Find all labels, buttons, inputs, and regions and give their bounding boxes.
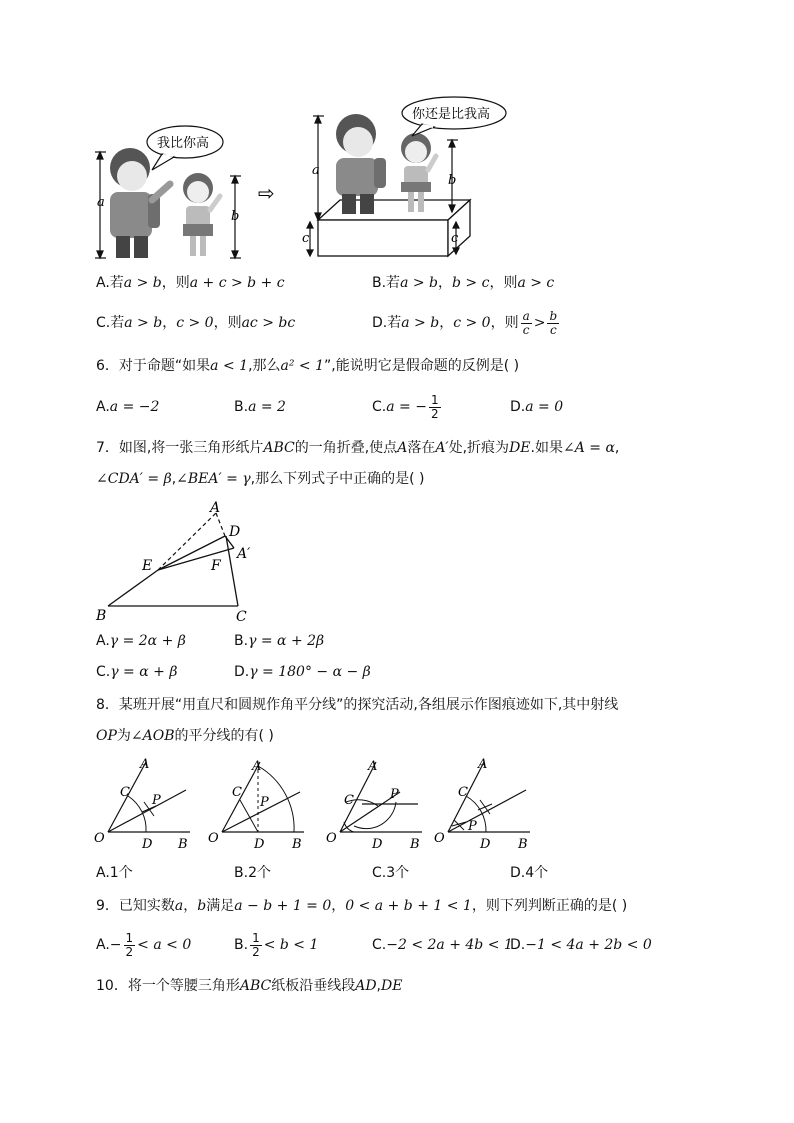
q8f4-o: O: [434, 831, 445, 846]
q5-option-c[interactable]: [96, 314, 295, 332]
q7-option-d[interactable]: [234, 663, 371, 681]
q5-b-sep: ，: [438, 275, 453, 291]
q7-stem-line1: [96, 439, 619, 457]
q10-s3: ,: [376, 978, 381, 994]
q8f4-b: B: [518, 837, 528, 852]
q9-m2: b: [197, 898, 207, 914]
q9-d-expr: −1 < 4a + 2b < 0: [525, 937, 652, 953]
q8-figure-3: [324, 756, 436, 852]
q7-l1-m5: ∠A = α: [562, 440, 615, 456]
q9-option-d[interactable]: [510, 936, 652, 954]
q10-m1: ABC: [239, 978, 272, 994]
q7-b-expr: γ = α + 2β: [248, 633, 325, 649]
q7-l1-b: 的一角折叠,使点: [294, 440, 398, 456]
q6-option-b[interactable]: [234, 398, 286, 416]
q9-b-frac: [250, 932, 262, 959]
q8-option-c[interactable]: [372, 864, 409, 882]
q7-label-b: B: [96, 608, 107, 624]
q5-c-cond2: c > 0: [176, 315, 214, 331]
q9-s2: ，: [183, 898, 198, 914]
q8f2-c: C: [232, 785, 242, 800]
q9-option-b[interactable]: [234, 928, 318, 962]
q6-c-den: 2: [430, 406, 439, 421]
q10-s1: 10．将一个等腰三角形: [96, 978, 240, 994]
q8f2-b: B: [292, 837, 302, 852]
q8f3-a: A: [368, 759, 378, 774]
q7-label-f: F: [211, 558, 221, 574]
girl-left: [183, 173, 220, 256]
q8-d-text: 4个: [525, 865, 549, 881]
q6-stem-3: ”,能说明它是假命题的反例是( ): [324, 358, 520, 374]
q8f1-o: O: [94, 831, 105, 846]
figure-height-comparison: [90, 96, 510, 266]
q8f1-c: C: [120, 785, 130, 800]
q8-b-label: B.: [234, 865, 249, 881]
q8f4-d: D: [480, 837, 491, 852]
q5-d-cond1: a > b: [401, 315, 440, 331]
q6-a-expr: a = −2: [109, 399, 160, 415]
q8-option-a[interactable]: [96, 864, 133, 882]
q8-c-label: C.: [372, 865, 387, 881]
q9-b-den: 2: [252, 944, 260, 959]
q8f4-c: C: [458, 785, 468, 800]
q8f2-d: D: [254, 837, 265, 852]
q7-l2-m1: ∠CDA′ = β: [96, 471, 172, 487]
q5-d-cond2: c > 0: [453, 315, 491, 331]
q6-a-label: A.: [96, 399, 110, 415]
q10-s2: 纸板沿垂线段: [271, 978, 356, 994]
q8-option-b[interactable]: [234, 864, 271, 882]
bubble-text-right: 你还是比我高: [412, 107, 491, 122]
q5-c-sep: ，: [162, 315, 177, 331]
q6-c-expr: a = −: [386, 399, 427, 415]
q7-l2-a: ,: [171, 471, 177, 487]
label-c-right: c: [451, 231, 459, 246]
q9-d-label: D.: [510, 937, 526, 953]
q8-figure-1: [94, 756, 204, 852]
q5-c-cond1: a > b: [124, 315, 163, 331]
q9-s3: 满足: [206, 898, 235, 914]
q8-l2-m1: OP: [96, 728, 117, 744]
q6-b-expr: a = 2: [248, 399, 286, 415]
q5-d-den2: c: [549, 322, 557, 337]
q8-stem-line1: 8．某班开展“用直尺和圆规作角平分线”的探究活动,各组展示作图痕迹如下,其中射线: [96, 697, 619, 713]
q8f3-p: P: [390, 787, 399, 802]
q7-label-a-prime: A′: [237, 546, 251, 562]
q5-b-then: ，则: [489, 275, 518, 291]
q7-l1-m2: A: [397, 440, 408, 456]
q6-stem-math-2: a² < 1: [280, 358, 325, 374]
q9-m3: a − b + 1 = 0: [234, 898, 332, 914]
q7-label-c: C: [236, 609, 247, 625]
arrow-right-icon: ⇨: [258, 181, 275, 205]
label-b-right: b: [448, 173, 457, 188]
q6-b-label: B.: [234, 399, 249, 415]
q5-c-prefix: C.若: [96, 315, 125, 331]
q9-a-den: 2: [125, 944, 134, 959]
q10-m2: AD: [355, 978, 377, 994]
q5-d-den1: c: [522, 322, 530, 337]
q8-l2-m2: ∠AOB: [130, 728, 175, 744]
q8-l2-a: 为: [116, 728, 131, 744]
q5-b-result: a > c: [517, 275, 555, 291]
q8f1-p: P: [152, 793, 161, 808]
q5-d-prefix: D.若: [372, 315, 402, 331]
q5-c-then: ，则: [213, 315, 242, 331]
q7-label-a: A: [210, 500, 221, 516]
q8f2-p: P: [260, 795, 269, 810]
q6-c-frac: [429, 394, 441, 421]
q7-stem-line2: [96, 470, 425, 488]
q6-option-a[interactable]: [96, 398, 159, 416]
q7-option-a[interactable]: [96, 632, 186, 650]
boy-right: [336, 114, 386, 214]
q9-a-label: A.: [96, 937, 110, 953]
q9-s5: ，则下列判断正确的是( ): [471, 898, 628, 914]
q6-option-d[interactable]: [510, 398, 563, 416]
q6-stem-2: ,那么: [248, 358, 281, 374]
q5-option-b[interactable]: [372, 274, 554, 292]
q8-b-text: 2个: [248, 865, 271, 881]
q8f3-b: B: [410, 837, 420, 852]
q5-d-frac2: [547, 310, 559, 337]
q6-c-num: 1: [430, 392, 439, 407]
q7-l1-c: 落在: [407, 440, 436, 456]
q9-stem: [96, 897, 627, 915]
q7-l1-e: .如果: [530, 440, 563, 456]
q6-stem: [96, 357, 519, 375]
q9-option-c[interactable]: [372, 936, 513, 954]
q8f1-d: D: [142, 837, 153, 852]
q5-b-prefix: B.若: [372, 275, 401, 291]
q10-stem: [96, 977, 402, 995]
q7-a-expr: γ = 2α + β: [109, 633, 186, 649]
q8-c-text: 3个: [386, 865, 410, 881]
q5-d-sep: ，: [439, 315, 454, 331]
q5-d-num2: b: [549, 308, 558, 323]
q5-d-gt: >: [533, 315, 546, 331]
q9-a-frac: [124, 932, 136, 959]
q6-stem-1: 6．对于命题“如果: [96, 358, 211, 374]
q8f3-c: C: [344, 793, 354, 808]
q10-m3: DE: [381, 978, 403, 994]
label-a-right: a: [312, 163, 320, 178]
q7-l1-a: 7．如图,将一张三角形纸片: [96, 440, 264, 456]
q8-figure-4: [432, 756, 544, 852]
q5-option-d[interactable]: [372, 306, 561, 340]
q5-a-then: ，则: [161, 275, 190, 291]
q8-stem-line2: [96, 727, 274, 745]
q7-l1-m3: A′: [435, 440, 449, 456]
q9-c-expr: −2 < 2a + 4b < 1: [386, 937, 513, 953]
q6-d-label: D.: [510, 399, 526, 415]
q8f2-a: A: [252, 759, 262, 774]
q9-m4: 0 < a + b + 1 < 1: [345, 898, 472, 914]
q9-b-num: 1: [252, 930, 260, 945]
q9-b-label: B.: [234, 937, 249, 953]
q9-b-post: < b < 1: [263, 937, 319, 953]
q7-option-c[interactable]: [96, 663, 177, 681]
q7-a-label: A.: [96, 633, 110, 649]
box-platform: [318, 200, 470, 256]
q5-a-cond: a > b: [123, 275, 162, 291]
q6-d-expr: a = 0: [525, 399, 564, 415]
q6-stem-math-1: a < 1: [210, 358, 249, 374]
q5-d-num1: a: [522, 308, 530, 323]
q8f3-d: D: [372, 837, 383, 852]
q7-label-e: E: [142, 558, 153, 574]
bubble-text-left: 我比你高: [157, 136, 210, 151]
q9-c-label: C.: [372, 937, 387, 953]
q8f1-a: A: [140, 757, 150, 772]
q8f2-o: O: [208, 831, 219, 846]
q6-option-c[interactable]: [372, 390, 443, 424]
q7-l1-m1: ABC: [263, 440, 295, 456]
q7-d-expr: γ = 180° − α − β: [249, 664, 371, 680]
q9-m1: a: [174, 898, 184, 914]
q5-a-prefix: A.若: [96, 275, 124, 291]
q5-b-cond1: a > b: [400, 275, 439, 291]
q6-c-label: C.: [372, 399, 387, 415]
q7-label-d: D: [229, 524, 241, 540]
q7-l1-f: ,: [614, 440, 620, 456]
q7-l2-m2: ∠BEA′ = γ: [176, 471, 251, 487]
q7-l1-m4: DE: [509, 440, 531, 456]
q7-l2-b: ,那么下列式子中正确的是( ): [250, 471, 425, 487]
q5-b-cond2: b > c: [452, 275, 490, 291]
q8f4-a: A: [478, 757, 488, 772]
label-a-left: a: [97, 195, 105, 210]
q8-figure-2: [208, 756, 318, 852]
label-b-left: b: [231, 209, 240, 224]
q7-d-label: D.: [234, 664, 250, 680]
q8-option-d[interactable]: [510, 864, 548, 882]
q7-c-label: C.: [96, 664, 111, 680]
q8-d-label: D.: [510, 865, 526, 881]
q7-folded-triangle-figure: [92, 496, 262, 626]
q8f4-p: P: [468, 819, 477, 834]
q5-d-then: ，则: [490, 315, 519, 331]
q5-a-result: a + c > b + c: [189, 275, 285, 291]
q9-s4: ，: [331, 898, 346, 914]
q8-l2-b: 的平分线的有( ): [174, 728, 274, 744]
q9-a-pre: −: [109, 937, 122, 953]
q7-l1-d: 处,折痕为: [448, 440, 510, 456]
q7-c-expr: γ = α + β: [110, 664, 178, 680]
q7-b-label: B.: [234, 633, 249, 649]
q8-a-label: A.: [96, 865, 110, 881]
q9-a-num: 1: [125, 930, 134, 945]
label-c-left: c: [302, 231, 310, 246]
q5-d-frac1: [521, 310, 532, 337]
q5-c-result: ac > bc: [241, 315, 296, 331]
q9-s1: 9．已知实数: [96, 898, 175, 914]
q8-a-text: 1个: [109, 865, 133, 881]
q8f1-b: B: [178, 837, 188, 852]
q9-option-a[interactable]: [96, 928, 191, 962]
q8f3-o: O: [326, 831, 337, 846]
q7-option-b[interactable]: [234, 632, 324, 650]
q9-a-post: < a < 0: [137, 937, 192, 953]
q5-option-a[interactable]: [96, 274, 285, 292]
